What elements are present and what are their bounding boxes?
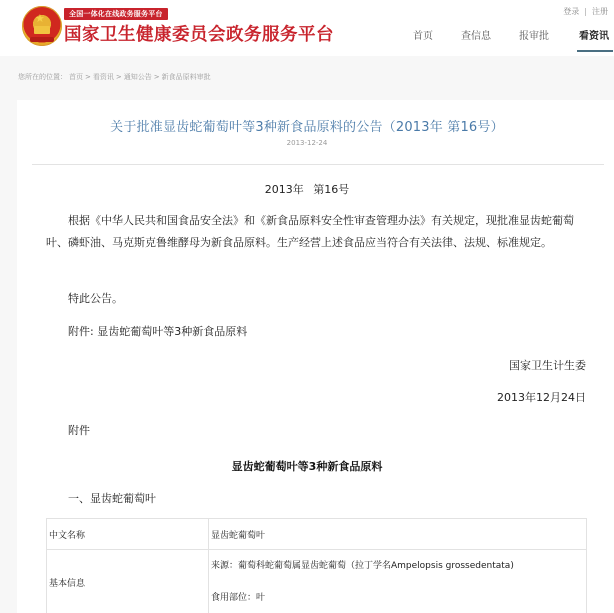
platform-badge: 全国一体化在线政务服务平台 xyxy=(64,8,168,20)
nav-home[interactable]: 首页 xyxy=(413,31,433,42)
article-body: 根据《中华人民共和国食品安全法》和《新食品原料安全性审查管理办法》有关规定，现批准显齿蛇葡萄叶、磷虾油、马克斯克鲁维酵母为新食品原料。生产经营上述食品应当符合有关法律、法规、标准规定。 xyxy=(46,214,574,249)
nav-query-info[interactable]: 查信息 xyxy=(461,31,491,42)
table-key-cell: 基本信息 xyxy=(47,550,209,613)
article-date: 2013-12-24 xyxy=(286,139,328,147)
attachment-link[interactable]: 附件: 显齿蛇葡萄叶等3种新食品原料 xyxy=(68,325,248,338)
auth-links xyxy=(563,6,608,17)
annex-label: 附件 xyxy=(68,424,90,437)
site-header xyxy=(0,0,614,56)
sign-date: 2013年12月24日 xyxy=(497,391,586,404)
table-key-cell: 中文名称 xyxy=(47,519,209,550)
breadcrumb-prefix: 您所在的位置： xyxy=(18,73,67,81)
register-link[interactable]: 注册 xyxy=(592,7,608,16)
ribbon-icon xyxy=(30,37,54,42)
auth-separator: | xyxy=(584,7,587,16)
breadcrumb-news[interactable]: 看资讯 xyxy=(92,73,114,81)
active-tab-indicator xyxy=(577,50,613,52)
annex-title: 显齿蛇葡萄叶等3种新食品原料 xyxy=(231,460,383,473)
signatory: 国家卫生计生委 xyxy=(509,359,586,372)
table-row xyxy=(47,550,587,613)
breadcrumb-separator: > xyxy=(115,73,122,81)
ingredient-info-table xyxy=(46,518,587,613)
breadcrumb xyxy=(18,72,213,82)
login-link[interactable]: 登录 xyxy=(563,7,580,16)
issue-number: 2013年 第16号 xyxy=(264,183,350,196)
closing-text: 特此公告。 xyxy=(68,292,123,305)
tiananmen-gate-icon xyxy=(34,26,50,34)
breadcrumb-separator: > xyxy=(85,73,91,81)
section-heading: 一、显齿蛇葡萄叶 xyxy=(68,492,156,505)
star-icon: ★ xyxy=(35,12,45,25)
source-info: 来源：葡萄科蛇葡萄属显齿蛇葡萄（拉丁学名Ampelopsis grossedentata) xyxy=(211,561,514,571)
edible-part-info: 食用部位：叶 xyxy=(211,593,266,603)
breadcrumb-home[interactable]: 首页 xyxy=(69,73,83,81)
table-value-cell xyxy=(209,550,587,613)
table-row xyxy=(47,519,587,550)
table-value-cell: 显齿蛇葡萄叶 xyxy=(209,519,587,550)
breadcrumb-separator: > xyxy=(153,73,160,81)
site-title[interactable]: 国家卫生健康委员会政务服务平台 xyxy=(64,25,334,45)
article-title: 关于批准显齿蛇葡萄叶等3种新食品原料的公告（2013年 第16号） xyxy=(110,120,504,135)
breadcrumb-notices[interactable]: 通知公告 xyxy=(123,73,152,81)
breadcrumb-current[interactable]: 新食品原料审批 xyxy=(161,73,211,81)
title-divider xyxy=(32,164,604,165)
national-emblem-icon[interactable] xyxy=(22,6,62,46)
nav-submit-approval[interactable]: 报审批 xyxy=(519,31,549,42)
nav-news[interactable]: 看资讯 xyxy=(579,31,609,42)
